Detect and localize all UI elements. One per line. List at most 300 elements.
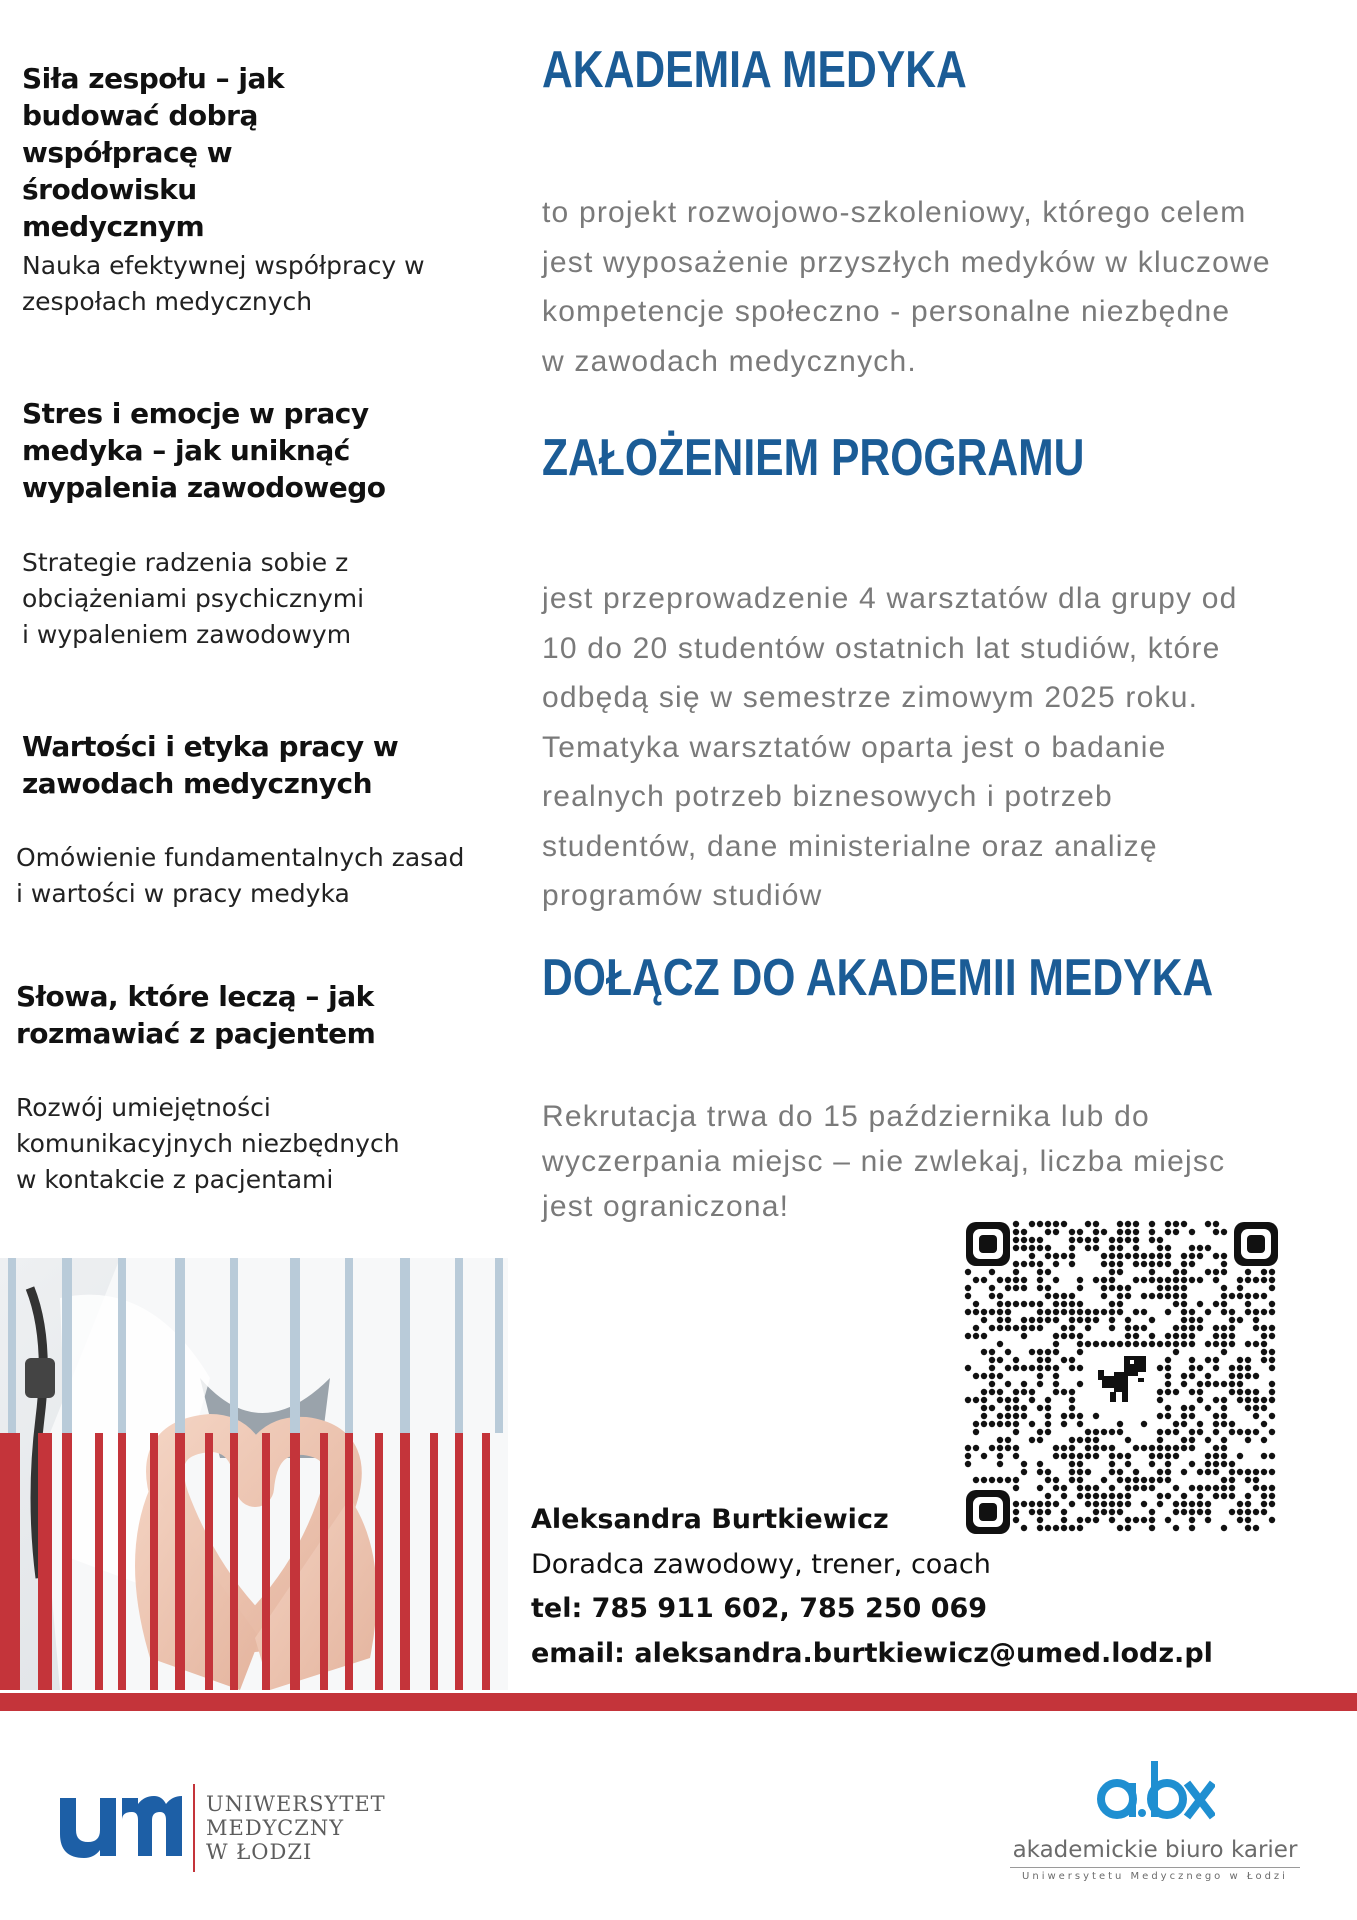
- qr-module: [1133, 1477, 1139, 1483]
- qr-module: [1037, 1365, 1043, 1371]
- qr-module: [1037, 1221, 1043, 1227]
- qr-module: [1173, 1349, 1179, 1355]
- qr-module: [1085, 1221, 1091, 1227]
- qr-module: [997, 1445, 1003, 1451]
- qr-module: [1013, 1221, 1019, 1227]
- qr-module: [1013, 1421, 1019, 1427]
- qr-module: [1045, 1349, 1051, 1355]
- qr-module: [1053, 1485, 1059, 1491]
- topic-3-description: Omówienie fundamentalnych zasad i wartości w pracy medyka: [16, 843, 465, 908]
- qr-module: [1269, 1485, 1275, 1491]
- qr-module: [1189, 1261, 1195, 1267]
- qr-module: [1029, 1253, 1035, 1259]
- qr-module: [1149, 1237, 1155, 1243]
- qr-module: [1005, 1349, 1011, 1355]
- qr-module: [1109, 1261, 1115, 1267]
- qr-module: [1101, 1509, 1107, 1515]
- qr-module: [1229, 1365, 1235, 1371]
- qr-module: [1269, 1301, 1275, 1307]
- qr-module: [1021, 1229, 1027, 1235]
- qr-module: [1117, 1301, 1123, 1307]
- qr-module: [1021, 1501, 1027, 1507]
- um-mark-icon: [58, 1790, 183, 1860]
- heart-hands-photo: [0, 1258, 508, 1690]
- qr-module: [1157, 1253, 1163, 1259]
- qr-module: [1253, 1341, 1259, 1347]
- qr-module: [989, 1293, 995, 1299]
- qr-module: [1197, 1509, 1203, 1515]
- qr-module: [1077, 1365, 1083, 1371]
- qr-module: [1181, 1509, 1187, 1515]
- qr-module: [981, 1349, 987, 1355]
- qr-module: [1093, 1517, 1099, 1523]
- qr-module: [1245, 1309, 1251, 1315]
- qr-module: [1045, 1501, 1051, 1507]
- qr-module: [1173, 1229, 1179, 1235]
- qr-module: [1173, 1301, 1179, 1307]
- qr-module: [1245, 1437, 1251, 1443]
- qr-module: [1213, 1461, 1219, 1467]
- qr-module: [1245, 1293, 1251, 1299]
- qr-module: [981, 1453, 987, 1459]
- qr-module: [1013, 1229, 1019, 1235]
- qr-module: [1085, 1309, 1091, 1315]
- qr-module: [1037, 1357, 1043, 1363]
- qr-module: [1165, 1389, 1171, 1395]
- qr-module: [1173, 1445, 1179, 1451]
- qr-module: [1085, 1437, 1091, 1443]
- qr-module: [1109, 1309, 1115, 1315]
- qr-module: [1173, 1421, 1179, 1427]
- qr-module: [1069, 1357, 1075, 1363]
- qr-module: [965, 1293, 971, 1299]
- qr-module: [1053, 1317, 1059, 1323]
- qr-module: [1029, 1261, 1035, 1267]
- qr-module: [1029, 1325, 1035, 1331]
- qr-module: [1021, 1469, 1027, 1475]
- qr-module: [1101, 1309, 1107, 1315]
- qr-module: [1101, 1293, 1107, 1299]
- qr-module: [1189, 1325, 1195, 1331]
- qr-module: [1093, 1453, 1099, 1459]
- abk-mark-icon: [1095, 1755, 1215, 1827]
- qr-module: [1069, 1397, 1075, 1403]
- qr-module: [1189, 1429, 1195, 1435]
- qr-module: [1253, 1325, 1259, 1331]
- topic-2-title: Stres i emocje w pracy medyka – jak uniknąć wypalenia zawodowego: [22, 397, 386, 504]
- qr-module: [1093, 1237, 1099, 1243]
- qr-module: [1237, 1317, 1243, 1323]
- qr-module: [1269, 1357, 1275, 1363]
- qr-module: [1165, 1365, 1171, 1371]
- qr-module: [1213, 1413, 1219, 1419]
- qr-module: [1037, 1277, 1043, 1283]
- qr-module: [1245, 1501, 1251, 1507]
- qr-module: [1229, 1485, 1235, 1491]
- qr-module: [1093, 1493, 1099, 1499]
- qr-module: [1069, 1461, 1075, 1467]
- qr-module: [1173, 1429, 1179, 1435]
- qr-module: [1021, 1301, 1027, 1307]
- qr-module: [1053, 1301, 1059, 1307]
- qr-module: [1269, 1269, 1275, 1275]
- section-heading-zalozenie: ZAŁOŻENIEM PROGRAMU: [542, 429, 1085, 487]
- qr-module: [1109, 1493, 1115, 1499]
- qr-module: [989, 1421, 995, 1427]
- qr-module: [1085, 1325, 1091, 1331]
- qr-module: [1157, 1477, 1163, 1483]
- qr-module: [1093, 1229, 1099, 1235]
- qr-module: [1253, 1373, 1259, 1379]
- qr-module: [1109, 1301, 1115, 1307]
- qr-module: [1109, 1285, 1115, 1291]
- qr-module: [1261, 1293, 1267, 1299]
- qr-module: [1269, 1493, 1275, 1499]
- qr-module: [1085, 1493, 1091, 1499]
- qr-module: [1165, 1341, 1171, 1347]
- qr-module: [1117, 1525, 1123, 1531]
- qr-module: [1157, 1429, 1163, 1435]
- qr-module: [1045, 1469, 1051, 1475]
- qr-module: [1109, 1509, 1115, 1515]
- qr-module: [1197, 1429, 1203, 1435]
- qr-module: [1205, 1509, 1211, 1515]
- qr-module: [1165, 1405, 1171, 1411]
- qr-module: [1053, 1373, 1059, 1379]
- qr-module: [1269, 1501, 1275, 1507]
- qr-module: [1117, 1421, 1123, 1427]
- qr-module: [973, 1325, 979, 1331]
- qr-module: [1173, 1509, 1179, 1515]
- qr-module: [965, 1309, 971, 1315]
- qr-module: [1029, 1365, 1035, 1371]
- qr-module: [1069, 1453, 1075, 1459]
- qr-module: [1221, 1341, 1227, 1347]
- qr-module: [1221, 1269, 1227, 1275]
- qr-module: [1021, 1237, 1027, 1243]
- qr-module: [1061, 1413, 1067, 1419]
- qr-module: [1005, 1397, 1011, 1403]
- qr-module: [1173, 1269, 1179, 1275]
- qr-module: [1125, 1501, 1131, 1507]
- qr-module: [1069, 1229, 1075, 1235]
- qr-module: [1045, 1413, 1051, 1419]
- qr-module: [1141, 1485, 1147, 1491]
- qr-module: [997, 1437, 1003, 1443]
- qr-module: [1205, 1517, 1211, 1523]
- qr-module: [1245, 1341, 1251, 1347]
- qr-module: [1181, 1341, 1187, 1347]
- qr-module: [1093, 1485, 1099, 1491]
- qr-module: [1053, 1445, 1059, 1451]
- qr-module: [1125, 1253, 1131, 1259]
- qr-module: [1189, 1525, 1195, 1531]
- qr-module: [1173, 1453, 1179, 1459]
- qr-module: [1133, 1469, 1139, 1475]
- qr-module: [1053, 1349, 1059, 1355]
- qr-module: [1061, 1221, 1067, 1227]
- qr-module: [1205, 1461, 1211, 1467]
- section-text-zalozenie: jest przeprowadzenie 4 warsztatów dla grupy od 10 do 20 studentów ostatnich lat studiów, które odbędą się w semestrze zimowym 2025 roku. Tematyka warsztatów oparta jest o badanie realnych potrzeb biznesowych i potrzeb studentów, dane ministerialne oraz analizę programów studiów: [542, 582, 1238, 912]
- qr-module: [1149, 1221, 1155, 1227]
- qr-module: [1077, 1461, 1083, 1467]
- qr-module: [1077, 1493, 1083, 1499]
- qr-module: [1189, 1445, 1195, 1451]
- qr-module: [1053, 1293, 1059, 1299]
- qr-module: [1237, 1373, 1243, 1379]
- qr-module: [1221, 1477, 1227, 1483]
- qr-module: [1013, 1237, 1019, 1243]
- qr-module: [965, 1333, 971, 1339]
- qr-module: [1149, 1509, 1155, 1515]
- topic-4-description: Rozwój umiejętności komunikacyjnych niezbędnych w kontakcie z pacjentami: [16, 1093, 400, 1194]
- qr-module: [1101, 1493, 1107, 1499]
- qr-module: [1205, 1221, 1211, 1227]
- qr-module: [997, 1453, 1003, 1459]
- qr-module: [1269, 1453, 1275, 1459]
- qr-module: [1245, 1365, 1251, 1371]
- qr-module: [1165, 1285, 1171, 1291]
- qr-module: [1189, 1413, 1195, 1419]
- qr-module: [1269, 1309, 1275, 1315]
- section-text-dolacz: Rekrutacja trwa do 15 października lub do wyczerpania miejsc – nie zwlekaj, liczba miejsc jest ograniczona!: [542, 1100, 1226, 1223]
- qr-module: [1173, 1293, 1179, 1299]
- qr-module: [997, 1317, 1003, 1323]
- qr-module: [1141, 1341, 1147, 1347]
- qr-module: [1117, 1253, 1123, 1259]
- qr-module: [1189, 1485, 1195, 1491]
- qr-module: [1005, 1445, 1011, 1451]
- qr-module: [989, 1389, 995, 1395]
- qr-module: [1013, 1389, 1019, 1395]
- qr-module: [1197, 1253, 1203, 1259]
- qr-module: [1093, 1445, 1099, 1451]
- qr-module: [1005, 1477, 1011, 1483]
- qr-module: [1117, 1469, 1123, 1475]
- qr-module: [1037, 1405, 1043, 1411]
- qr-module: [1029, 1437, 1035, 1443]
- qr-module: [1037, 1309, 1043, 1315]
- qr-module: [989, 1405, 995, 1411]
- qr-module: [1189, 1365, 1195, 1371]
- qr-module: [973, 1445, 979, 1451]
- qr-module: [1181, 1501, 1187, 1507]
- qr-module: [1101, 1229, 1107, 1235]
- qr-module: [1021, 1525, 1027, 1531]
- qr-module: [1221, 1293, 1227, 1299]
- qr-finder-top-right: [1234, 1222, 1278, 1266]
- qr-module: [1037, 1485, 1043, 1491]
- qr-module: [1045, 1245, 1051, 1251]
- qr-module: [1229, 1421, 1235, 1427]
- qr-module: [1221, 1253, 1227, 1259]
- qr-module: [1237, 1357, 1243, 1363]
- qr-code-icon[interactable]: [964, 1220, 1280, 1536]
- qr-module: [1237, 1429, 1243, 1435]
- qr-module: [1181, 1469, 1187, 1475]
- qr-module: [1221, 1485, 1227, 1491]
- qr-module: [1141, 1293, 1147, 1299]
- qr-module: [1117, 1293, 1123, 1299]
- qr-module: [1269, 1325, 1275, 1331]
- qr-module: [1157, 1501, 1163, 1507]
- qr-module: [1165, 1261, 1171, 1267]
- qr-module: [1181, 1325, 1187, 1331]
- qr-module: [1141, 1501, 1147, 1507]
- qr-module: [1213, 1381, 1219, 1387]
- qr-module: [1077, 1381, 1083, 1387]
- abk-underline: [1010, 1867, 1300, 1868]
- qr-module: [1245, 1405, 1251, 1411]
- qr-module: [1133, 1253, 1139, 1259]
- qr-module: [1093, 1413, 1099, 1419]
- qr-module: [1053, 1333, 1059, 1339]
- qr-module: [1213, 1301, 1219, 1307]
- qr-module: [1237, 1381, 1243, 1387]
- contact-email[interactable]: email: aleksandra.burtkiewicz@umed.lodz.pl: [531, 1638, 1213, 1669]
- qr-module: [1237, 1453, 1243, 1459]
- qr-module: [1165, 1493, 1171, 1499]
- qr-module: [1013, 1397, 1019, 1403]
- qr-module: [1109, 1453, 1115, 1459]
- qr-module: [981, 1477, 987, 1483]
- qr-module: [1261, 1277, 1267, 1283]
- qr-module: [1093, 1277, 1099, 1283]
- qr-module: [1229, 1293, 1235, 1299]
- qr-module: [1253, 1389, 1259, 1395]
- contact-phone[interactable]: tel: 785 911 602, 785 250 069: [531, 1593, 988, 1624]
- qr-module: [1253, 1317, 1259, 1323]
- qr-module: [1053, 1277, 1059, 1283]
- qr-module: [1029, 1301, 1035, 1307]
- qr-module: [1189, 1357, 1195, 1363]
- qr-module: [1125, 1341, 1131, 1347]
- qr-module: [1197, 1277, 1203, 1283]
- qr-module: [1149, 1485, 1155, 1491]
- qr-module: [1093, 1501, 1099, 1507]
- qr-module: [1085, 1245, 1091, 1251]
- qr-module: [1077, 1421, 1083, 1427]
- qr-module: [1101, 1477, 1107, 1483]
- qr-module: [1245, 1477, 1251, 1483]
- qr-module: [1237, 1397, 1243, 1403]
- qr-module: [1269, 1413, 1275, 1419]
- qr-module: [1045, 1405, 1051, 1411]
- qr-module: [973, 1421, 979, 1427]
- qr-module: [1061, 1453, 1067, 1459]
- qr-module: [997, 1421, 1003, 1427]
- qr-module: [1221, 1525, 1227, 1531]
- qr-module: [1085, 1429, 1091, 1435]
- qr-module: [1173, 1485, 1179, 1491]
- qr-module: [1261, 1453, 1267, 1459]
- qr-module: [1069, 1525, 1075, 1531]
- qr-module: [1061, 1325, 1067, 1331]
- qr-module: [1005, 1277, 1011, 1283]
- qr-module: [1077, 1229, 1083, 1235]
- qr-module: [1053, 1525, 1059, 1531]
- qr-module: [1213, 1253, 1219, 1259]
- qr-module: [1229, 1325, 1235, 1331]
- qr-module: [1069, 1501, 1075, 1507]
- qr-module: [1165, 1309, 1171, 1315]
- qr-module: [1269, 1285, 1275, 1291]
- qr-module: [1005, 1437, 1011, 1443]
- qr-module: [1077, 1237, 1083, 1243]
- qr-module: [1029, 1221, 1035, 1227]
- qr-module: [1125, 1493, 1131, 1499]
- qr-module: [1237, 1277, 1243, 1283]
- qr-module: [1181, 1437, 1187, 1443]
- qr-module: [1181, 1277, 1187, 1283]
- qr-module: [1037, 1301, 1043, 1307]
- section-text-akademia: to projekt rozwojowo-szkoleniowy, którego celem jest wyposażenie przyszłych medyków w kluczowe kompetencje społeczno - personalne niezbędne w zawodach medycznych.: [542, 196, 1271, 378]
- qr-module: [965, 1269, 971, 1275]
- qr-module: [1205, 1485, 1211, 1491]
- qr-module: [1181, 1421, 1187, 1427]
- qr-module: [1269, 1333, 1275, 1339]
- qr-module: [973, 1373, 979, 1379]
- qr-module: [1237, 1293, 1243, 1299]
- qr-module: [1221, 1285, 1227, 1291]
- qr-module: [1101, 1341, 1107, 1347]
- qr-module: [1005, 1317, 1011, 1323]
- qr-module: [1157, 1413, 1163, 1419]
- qr-module: [1013, 1325, 1019, 1331]
- qr-module: [1021, 1461, 1027, 1467]
- qr-module: [1013, 1429, 1019, 1435]
- qr-module: [1085, 1469, 1091, 1475]
- qr-module: [1021, 1285, 1027, 1291]
- qr-module: [1245, 1389, 1251, 1395]
- qr-module: [1045, 1397, 1051, 1403]
- qr-module: [1061, 1309, 1067, 1315]
- qr-module: [1093, 1309, 1099, 1315]
- qr-module: [1157, 1277, 1163, 1283]
- qr-module: [1245, 1269, 1251, 1275]
- qr-module: [1237, 1285, 1243, 1291]
- qr-module: [1085, 1317, 1091, 1323]
- qr-module: [997, 1277, 1003, 1283]
- qr-module: [1021, 1325, 1027, 1331]
- qr-module: [965, 1461, 971, 1467]
- qr-module: [1077, 1309, 1083, 1315]
- qr-module: [1253, 1429, 1259, 1435]
- qr-module: [1189, 1253, 1195, 1259]
- qr-module: [1245, 1357, 1251, 1363]
- qr-module: [1261, 1309, 1267, 1315]
- qr-module: [1141, 1261, 1147, 1267]
- qr-module: [989, 1309, 995, 1315]
- qr-module: [1125, 1221, 1131, 1227]
- qr-module: [1221, 1349, 1227, 1355]
- qr-module: [1077, 1437, 1083, 1443]
- qr-module: [1205, 1341, 1211, 1347]
- qr-module: [1125, 1293, 1131, 1299]
- qr-module: [1109, 1517, 1115, 1523]
- abk-subtitle: Uniwersytetu Medycznego w Łodzi: [1022, 1871, 1288, 1882]
- qr-module: [1261, 1333, 1267, 1339]
- qr-module: [1053, 1381, 1059, 1387]
- qr-module: [1253, 1397, 1259, 1403]
- qr-module: [1077, 1477, 1083, 1483]
- qr-module: [1101, 1253, 1107, 1259]
- qr-module: [1229, 1461, 1235, 1467]
- qr-module: [1149, 1317, 1155, 1323]
- qr-module: [1069, 1469, 1075, 1475]
- qr-module: [1045, 1285, 1051, 1291]
- qr-module: [1045, 1221, 1051, 1227]
